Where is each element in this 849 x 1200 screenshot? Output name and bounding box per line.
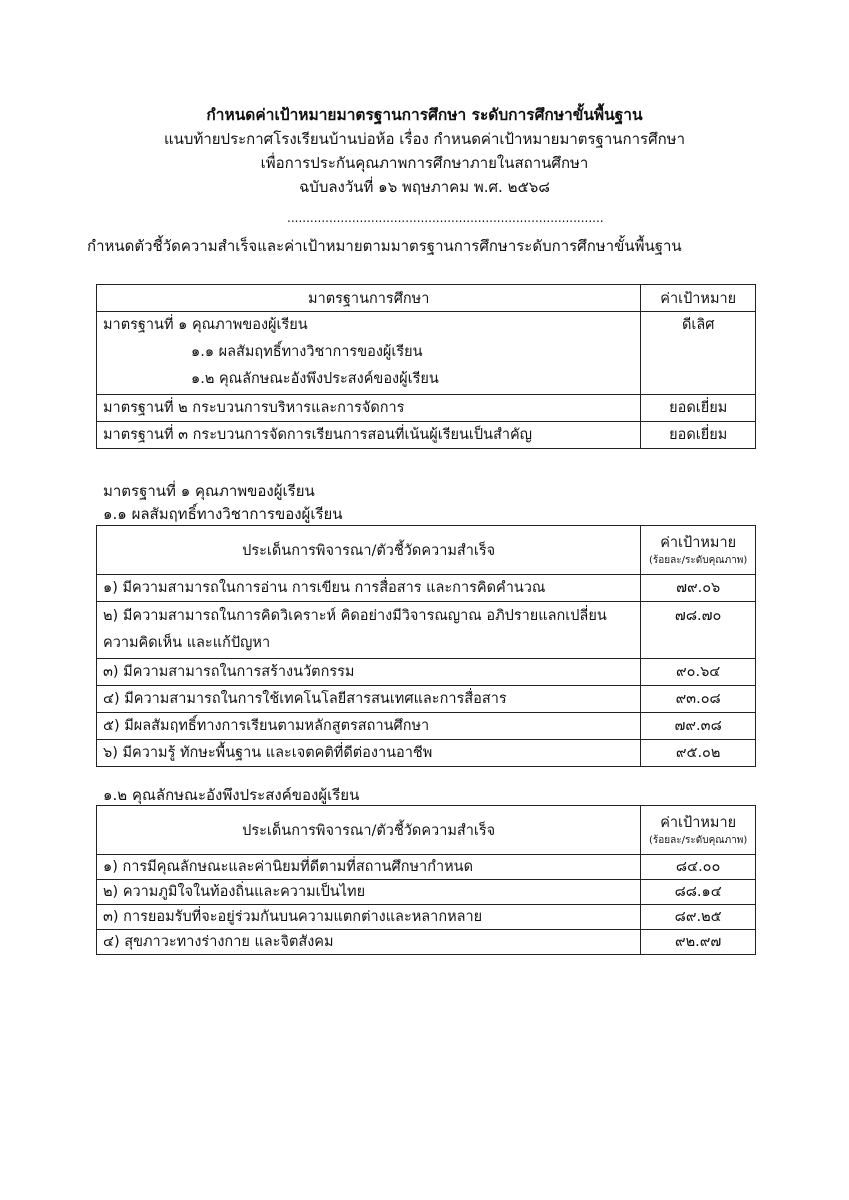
section-subheading-1-2: ๑.๒ คุณลักษณะอังพึงประสงค์ของผู้เรียน [103,786,360,804]
criteria-text: ๔) สุขภาวะทางร่างกาย และจิตสังคม [97,930,641,955]
standard-1-sub-2: ๑.๒ คุณลักษณะอังพึงประสงค์ของผู้เรียน [191,371,439,387]
table-header-row [97,526,756,575]
target-value: ๘๔.๐๐ [641,855,756,880]
standard-1-label: มาตรฐานที่ ๑ คุณภาพของผู้เรียน [103,317,308,333]
column-header-criteria: ประเด็นการพิจารณา/ตัวชี้วัดความสำเร็จ [97,806,641,855]
target-value: ๙๐.๖๔ [641,659,756,686]
criteria-text-continued: ความคิดเห็น และแก้ปัญหา [103,635,271,651]
standard-1-sub-1: ๑.๑ ผลสัมฤทธิ์ทางวิชาการของผู้เรียน [191,344,423,360]
table-row [97,740,756,767]
table-row [97,905,756,930]
intro-text: กำหนดตัวชี้วัดความสำเร็จและค่าเป้าหมายตามมาตรฐานการศึกษาระดับการศึกษาขั้นพื้นฐาน [87,237,682,255]
standard-2-target: ยอดเยี่ยม [641,395,756,422]
table-row [97,602,756,659]
target-value: ๗๙.๐๖ [641,575,756,602]
purpose-line: เพื่อการประกันคุณภาพการศึกษาภายในสถานศึกษา [260,154,589,172]
criteria-text: ๒) มีความสามารถในการคิดวิเคราะห์ คิดอย่างมีวิจารณญาณ อภิปรายแลกเปลี่ยน [103,608,607,624]
criteria-text: ๓) มีความสามารถในการสร้างนวัตกรรม [97,659,641,686]
section-subheading-1-1: ๑.๑ ผลสัมฤทธิ์ทางวิชาการของผู้เรียน [103,505,343,523]
column-header-target: ค่าเป้าหมาย [641,285,756,312]
table-header-row [97,806,756,855]
table-row [97,395,756,422]
criteria-text: ๒) ความภูมิใจในท้องถิ่นและความเป็นไทย [97,880,641,905]
target-value: ๗๙.๓๘ [641,713,756,740]
target-value: ๗๘.๗๐ [641,602,756,659]
column-header-criteria: ประเด็นการพิจารณา/ตัวชี้วัดความสำเร็จ [97,526,641,575]
standard-3-target: ยอดเยี่ยม [641,422,756,449]
section-heading-standard-1: มาตรฐานที่ ๑ คุณภาพของผู้เรียน [103,482,315,500]
criteria-text: ๑) การมีคุณลักษณะและค่านิยมที่ดีตามที่สถานศึกษากำหนด [97,855,641,880]
column-header-target [641,806,756,855]
criteria-text: ๖) มีความรู้ ทักษะพื้นฐาน และเจตคติที่ดีต่องานอาชีพ [97,740,641,767]
dotted-separator: ................................................................................... [287,211,604,225]
target-head-label: ค่าเป้าหมาย [660,815,737,831]
column-header-standard: มาตรฐานการศึกษา [97,285,641,312]
table-row [97,686,756,713]
target-head-label: ค่าเป้าหมาย [660,535,737,551]
table-row [97,312,756,395]
target-value: ๙๓.๐๘ [641,686,756,713]
target-head-note: (ร้อยละ/ระดับคุณภาพ) [649,835,748,846]
table-row [97,713,756,740]
announcement-line: แนบท้ายประกาศโรงเรียนบ้านบ่อห้อ เรื่อง กำหนดค่าเป้าหมายมาตรฐานการศึกษา [164,130,685,148]
target-value: ๘๙.๒๕ [641,905,756,930]
achievement-table [96,525,756,767]
table-row [97,930,756,955]
target-value: ๙๒.๙๗ [641,930,756,955]
table-row [97,880,756,905]
table-row [97,855,756,880]
standards-table [96,284,756,449]
target-value: ๘๘.๑๔ [641,880,756,905]
table-row [97,659,756,686]
target-head-note: (ร้อยละ/ระดับคุณภาพ) [649,555,748,566]
standard-1-target: ดีเลิศ [641,312,756,395]
date-line: ฉบับลงวันที่ ๑๖ พฤษภาคม พ.ศ. ๒๕๖๘ [299,178,550,196]
target-value: ๙๕.๐๒ [641,740,756,767]
table-header-row [97,285,756,312]
criteria-text: ๕) มีผลสัมฤทธิ์ทางการเรียนตามหลักสูตรสถานศึกษา [97,713,641,740]
standard-2-label: มาตรฐานที่ ๒ กระบวนการบริหารและการจัดการ [97,395,641,422]
standard-3-label: มาตรฐานที่ ๓ กระบวนการจัดการเรียนการสอนที่เน้นผู้เรียนเป็นสำคัญ [97,422,641,449]
table-row [97,422,756,449]
document-title: กำหนดค่าเป้าหมายมาตรฐานการศึกษา ระดับการศึกษาขั้นพื้นฐาน [206,106,643,124]
characteristics-table [96,805,756,955]
criteria-text: ๔) มีความสามารถในการใช้เทคโนโลยีสารสนเทศและการสื่อสาร [97,686,641,713]
table-row [97,575,756,602]
criteria-text: ๑) มีความสามารถในการอ่าน การเขียน การสื่อสาร และการคิดคำนวณ [97,575,641,602]
column-header-target [641,526,756,575]
criteria-text: ๓) การยอมรับที่จะอยู่ร่วมกันบนความแตกต่างและหลากหลาย [97,905,641,930]
title-block [0,103,849,199]
